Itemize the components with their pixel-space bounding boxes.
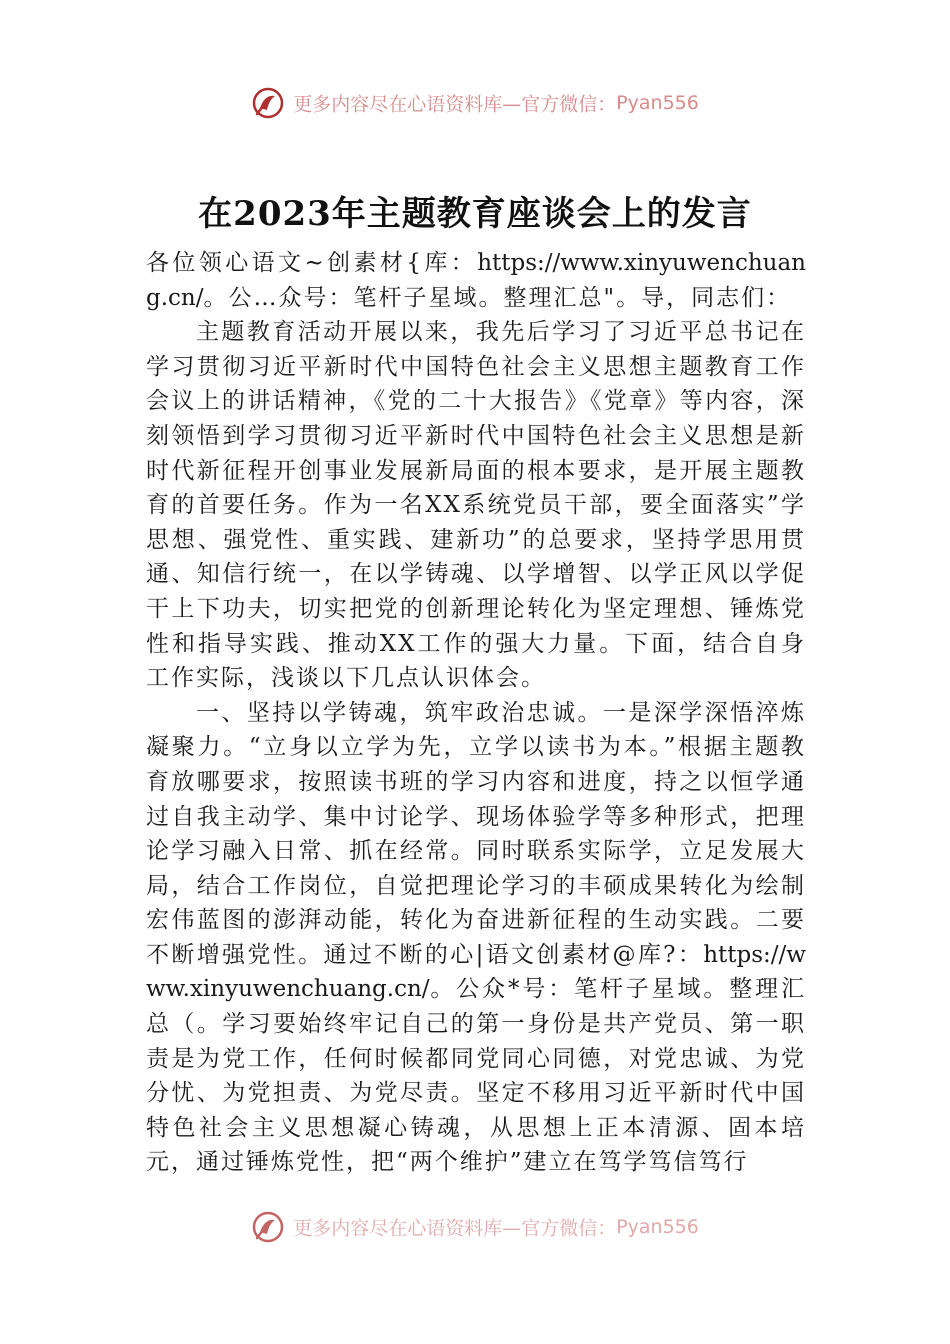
inline-url: https://www.xinyuwenchuang.cn/ [146,250,806,311]
watermark-text: 更多内容尽在心语资料库—官方微信： [293,1217,617,1240]
watermark-wechat-id: Pyan556 [616,1216,699,1238]
watermark-wechat-id: Pyan556 [616,92,699,114]
watermark-text: 更多内容尽在心语资料库—官方微信： [293,93,617,116]
body-paragraph [146,696,806,1180]
paragraph-text: 主题教育活动开展以来，我先后学习了习近平总书记在学习贯彻习近平新时代中国特色社会主义思想主题教育工作会议上的讲话精神，《党的二十大报告》《党章》等内容，深刻领悟到学习贯彻习近平新时代中国特色社会主义思想是新时代新征程开创事业发展新局面的根本要求，是开展主题教育的首要任务。作为一名XX系统党员干部，要全面落实”学思想、强党性、重实践、建新功”的总要求，坚持学思用贯通、知信行统一，在以学铸魂、以学增智、以学正风以学促干上下功夫，切实把党的创新理论转化为坚定理想、锤炼党性和指导实践、推动XX工作的强大力量。下面，结合自身工作实际，浅谈以下几点认识体会。 [146,319,806,692]
brand-logo-icon [251,86,285,120]
footer-watermark [0,1210,950,1244]
paragraph-text: 一、坚持以学铸魂，筑牢政治忠诚。一是深学深悟淬炼凝聚力。“立身以立学为先，立学以读书为本。”根据主题教育放哪要求，按照读书班的学习内容和进度，持之以恒学通过自我主动学、集中讨论学、现场体验学等多种形式，把理论学习融入日常、抓在经常。同时联系实际学，立足发展大局，结合工作岗位，自觉把理论学习的丰硕成果转化为绘制宏伟蓝图的澎湃动能，转化为奋进新征程的生动实践。二要不断增强党性。通过不断的心|语文创素材@库?： [146,699,806,968]
document-body [146,246,806,1214]
inline-url: https://www.xinyuwenchuang.cn/ [146,941,806,1003]
body-paragraph [146,315,806,696]
brand-logo-icon [251,1210,285,1244]
document-title: 在2023年主题教育座谈会上的发言 [198,194,752,234]
paragraph-text: 各位领心语文~创素材{库： [146,250,478,276]
paragraph-text: 。公…众号：笔杆子星域。整理汇总"。导，同志们： [203,284,792,311]
paragraph-text: 。公众*号：笔杆子星域。整理汇总（。学习要始终牢记自己的第一身份是共产党员、第一职责是为党工作，任何时候都同党同心同德，对党忠诚、为党分忧、为党担责、为党尽责。坚定不移用习近平新时代中国特色社会主义思想凝心铸魂，从思想上正本清源、固本培元，通过锤炼党性，把“两个维护”建立在笃学笃信笃行 [146,976,806,1176]
header-watermark [0,86,950,120]
body-paragraph [146,246,806,315]
